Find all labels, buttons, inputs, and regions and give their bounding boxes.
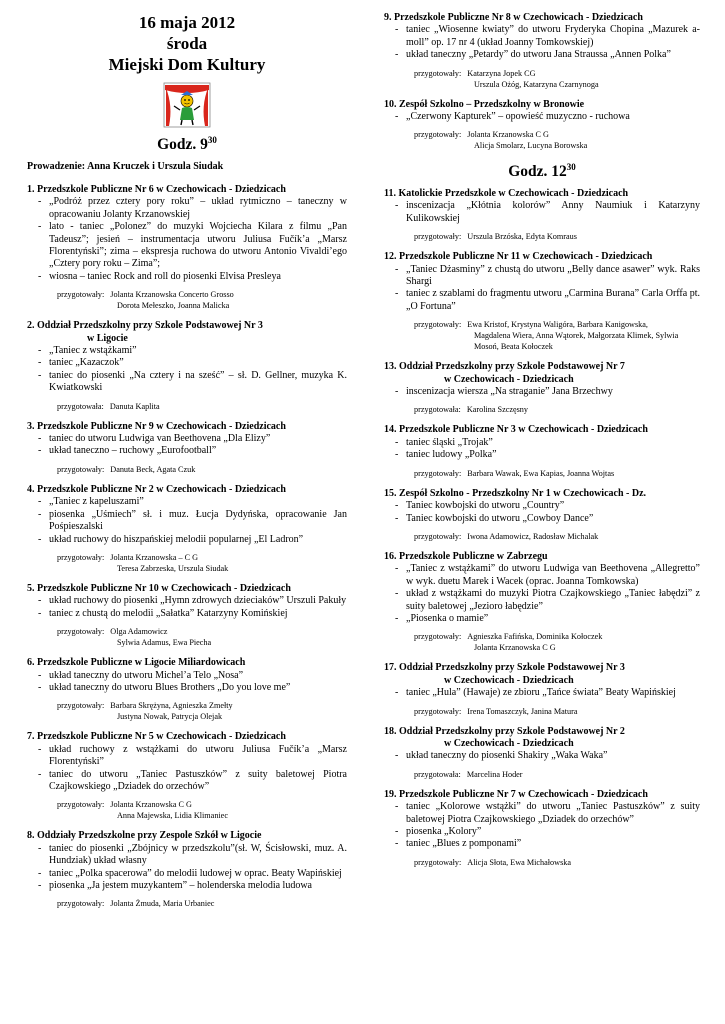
entry-title: [384, 726, 700, 751]
entry-item-list: [384, 687, 700, 699]
entry-item-list: [384, 801, 700, 851]
prepared-by-label: przygotowały:: [414, 857, 462, 867]
prepared-by-names: Alicja Słota, Ewa Michałowska: [467, 857, 571, 867]
prepared-by-names: Jolanta Krzanowska Concerto Grosso: [110, 290, 234, 300]
entry-item: - taniec do utworu „Taniec Pastuszków” z suity baletowej Piotra Czajkowskiego „Dziadek do orzechów”: [27, 769, 347, 794]
entry-title-text: 3. Przedszkole Publiczne Nr 9 w Czechowicach - Dziedzicach: [27, 420, 286, 432]
programme-entry: [384, 99, 700, 152]
prepared-by: [27, 626, 347, 648]
programme-entry: [384, 251, 700, 352]
entry-item: - inscenizacja „Kłótnia kolorów” Anny Naumiuk i Katarzyny Kulikowskiej: [384, 200, 700, 225]
entry-item: - piosenka „Ja jestem muzykantem” – holenderska melodia ludowa: [27, 880, 347, 892]
entry-item: - taniec „Hula” (Hawaje) ze zbioru „Tańce świata” Beaty Wapińskiej: [384, 687, 700, 699]
entry-title-subline: w Czechowicach - Dziedzicach: [444, 674, 574, 686]
event-date: 16 maja 2012: [138, 13, 236, 32]
entry-item: - układ ruchowy do piosenki „Hymn zdrowych dzieciaków” Urszuli Pakuły: [27, 595, 347, 607]
prepared-by: [384, 129, 700, 151]
entry-title: [384, 251, 700, 263]
right-entry-list-morning: [384, 12, 700, 151]
prepared-by: [384, 631, 700, 653]
prepared-by: [384, 68, 700, 90]
prepared-by-names: Katarzyna Jopek CG: [467, 68, 536, 78]
entry-title-text: 8. Oddziały Przedszkolne przy Zespole Szkół w Ligocie: [27, 830, 262, 842]
entry-item-list: [384, 264, 700, 314]
prepared-by-names: Barbara Skrężyna, Agnieszka Zmełty: [110, 701, 233, 711]
prepared-by-names: Barbara Wawak, Ewa Kapias, Joanna Wojtas: [467, 468, 615, 478]
event-weekday: środa: [166, 34, 208, 53]
prepared-by-label: przygotowały:: [57, 800, 105, 810]
programme-entry: [27, 657, 347, 722]
left-column: [27, 12, 347, 918]
prepared-by-label: przygotowały:: [414, 632, 462, 642]
entry-item: - układ taneczny do piosenki Shakiry „Waka Waka”: [384, 750, 700, 762]
entry-item: - „Taniec z wstążkami” do utworu Ludwiga van Beethovena „Allegretto” w wyk. duetu Marek i Wacek (oprac. Joanna Tomkowska): [384, 563, 700, 588]
hosts-line: Prowadzenie: Anna Kruczek i Urszula Siudak: [27, 160, 224, 172]
entry-item: - Taniec kowbojski do utworu „Country”: [384, 500, 700, 512]
prepared-by-label: przygotowały:: [414, 531, 462, 541]
entry-item: - układ taneczny do utworu Blues Brothers „Do you love me”: [27, 682, 347, 694]
entry-item-list: [384, 563, 700, 625]
session-time-morning: Godz. $9^{30}$: [157, 135, 217, 154]
prepared-by: [27, 464, 347, 475]
programme-header: [27, 12, 347, 75]
entry-item-list: [27, 196, 347, 283]
entry-item: - taniec z chustą do melodii „Sałatka” Katarzyny Komińskiej: [27, 608, 347, 620]
entry-title: [27, 731, 347, 743]
prepared-by-label: przygotowały:: [57, 627, 105, 637]
entry-item-list: [384, 200, 700, 225]
entry-title: [384, 662, 700, 687]
entry-title: [27, 583, 347, 595]
right-column: [384, 12, 700, 877]
prepared-by-names: Iwona Adamowicz, Radosław Michalak: [467, 531, 599, 541]
entry-item: - taniec „Wiosenne kwiaty” do utworu Fryderyka Chopina „Mazurek a-moll” op. 17 nr 4 (układ Joanny Tomkowskiej): [384, 24, 700, 49]
entry-title-subline: w Ligocie: [87, 332, 128, 344]
programme-entry: [384, 789, 700, 868]
entry-item: - taniec do piosenki „Zbójnicy w przedszkolu”(sł. W, Ścisłowski, muz. A. Hundziak) układ własny: [27, 843, 347, 868]
entry-item: - „Czerwony Kapturek” – opowieść muzyczno - ruchowa: [384, 111, 700, 123]
entry-title-subline: w Czechowicach - Dziedzicach: [444, 373, 574, 385]
entry-item-list: [384, 386, 700, 398]
entry-item: - taniec do utworu Ludwiga van Beethovena „Dla Elizy”: [27, 433, 347, 445]
programme-entry: [384, 488, 700, 542]
entry-title-subline: w Czechowicach - Dziedzicach: [444, 737, 574, 749]
entry-item-list: [384, 750, 700, 762]
prepared-by-label: przygotowały:: [414, 468, 462, 478]
prepared-by: [384, 468, 700, 479]
entry-item: - „Taniec z wstążkami”: [27, 345, 347, 357]
prepared-by-names: Urszula Brzóska, Edyta Komraus: [467, 232, 577, 242]
entry-item: - układ ruchowy z wstążkami do utworu Juliusa Fučík’a „Marsz Florentyński”: [27, 744, 347, 769]
entry-title-text: 15. Zespół Szkolno - Przedszkolny Nr 1 w Czechowicach - Dz.: [384, 487, 647, 499]
entry-item: - układ taneczny „Petardy” do utworu Jana Straussa „Annen Polka”: [384, 49, 700, 61]
prepared-by-names-continued: Teresa Zabrzeska, Urszula Siudak: [117, 563, 229, 573]
programme-entry: [384, 188, 700, 242]
entry-title-text: 2. Oddział Przedszkolny przy Szkole Podstawowej Nr 3: [27, 320, 263, 332]
entry-title: [384, 551, 700, 563]
prepared-by: [384, 706, 700, 717]
programme-entry: [27, 184, 347, 311]
entry-item: - piosenka „Uśmiech” sł. i muz. Łucja Dydyńska, opracowanie Jan Pośpieszalski: [27, 509, 347, 534]
prepared-by: [27, 289, 347, 311]
prepared-by-names: Danuta Beck, Agata Czuk: [110, 464, 196, 474]
programme-entry: [384, 551, 700, 653]
prepared-by-label: przygotowały:: [414, 68, 462, 78]
entry-title-text: 1. Przedszkole Publiczne Nr 6 w Czechowicach - Dziedzicach: [27, 183, 286, 195]
prepared-by-names-continued: Alicja Smolarz, Lucyna Borowska: [474, 141, 588, 151]
theatre-masks-clown-icon: [163, 82, 211, 128]
event-venue: Miejski Dom Kultury: [108, 55, 266, 74]
entry-item: - „Podróż przez cztery pory roku” – układ rytmiczno – taneczny w opracowaniu Jolanty Krzanowskiej: [27, 196, 347, 221]
prepared-by-label: przygotowały:: [57, 290, 105, 300]
entry-title-text: 16. Przedszkole Publiczne w Zabrzegu: [384, 550, 548, 562]
session-time-noon: Godz. $12^{30}$: [508, 162, 576, 181]
prepared-by: [384, 857, 700, 868]
entry-item: - taniec do piosenki „Na cztery i na sześć” – sł. D. Gellner, muzyka K. Kwiatkowski: [27, 370, 347, 395]
entry-item: - wiosna – taniec Rock and roll do piosenki Elvisa Presleya: [27, 271, 347, 283]
prepared-by-names: Agnieszka Fafińska, Dominika Kołoczek: [467, 632, 603, 642]
entry-item: - piosenka „Kolory”: [384, 826, 700, 838]
entry-item: - lato - taniec „Polonez” do muzyki Wojciecha Kilara z filmu „Pan Tadeusz”; jesień – instrumentacja utworu Juliusa Fučík’a „Marsz Florentyński”; zima – ekspresja ruchowa do utworu Antonio Vivaldi’ego „Cztery pory roku – Zima”;: [27, 221, 347, 271]
prepared-by-names: Danuta Kaplita: [109, 401, 160, 411]
programme-entry: [384, 662, 700, 716]
programme-entry: [384, 12, 700, 90]
prepared-by-names-continued: Sylwia Adamus, Ewa Piecha: [117, 638, 212, 648]
prepared-by-names-continued: Urszula Ożóg, Katarzyna Czarnynoga: [474, 79, 599, 89]
prepared-by-names: Marcelina Hoder: [466, 769, 523, 779]
entry-title-text: 14. Przedszkole Publiczne Nr 3 w Czechowicach - Dziedzicach: [384, 424, 648, 436]
entry-title: [384, 99, 700, 111]
prepared-by-label: przygotowały:: [57, 899, 105, 909]
entry-item-list: [27, 670, 347, 695]
entry-title: [384, 789, 700, 801]
prepared-by-names-continued: Dorota Mełeszko, Joanna Malicka: [117, 301, 230, 311]
entry-title-text: 12. Przedszkole Publiczne Nr 11 w Czechowicach - Dziedzicach: [384, 251, 653, 263]
entry-title-text: 4. Przedszkole Publiczne Nr 2 w Czechowicach - Dziedzicach: [27, 483, 286, 495]
entry-title-text: 10. Zespół Szkolno – Przedszkolny w Bronowie: [384, 98, 585, 110]
prepared-by-names: Jolanta Krzanowska C G: [467, 130, 549, 140]
entry-item: - „Piosenka o mamie”: [384, 613, 700, 625]
left-entry-list: [27, 184, 347, 909]
prepared-by: [384, 531, 700, 542]
entry-title-text: 17. Oddział Przedszkolny przy Szkole Podstawowej Nr 3: [384, 662, 625, 674]
prepared-by-names: Karolina Szczęsny: [466, 405, 528, 415]
right-entry-list-noon: [384, 188, 700, 868]
prepared-by-names: Jolanta Krzanowska C G: [110, 800, 192, 810]
prepared-by-names: Olga Adamowicz: [110, 627, 168, 637]
prepared-by: [27, 552, 347, 574]
prepared-by: [384, 769, 700, 780]
prepared-by: [27, 401, 347, 412]
entry-item: - inscenizacja wiersza „Na straganie” Jana Brzechwy: [384, 386, 700, 398]
entry-title-text: 19. Przedszkole Publiczne Nr 7 w Czechowicach - Dziedzicach: [384, 788, 648, 800]
programme-entry: [384, 361, 700, 415]
entry-item: - taniec „Kolorowe wstążki” do utworu „Taniec Pastuszków” z suity baletowej Piotra Czajkowskiego „Dziadek do orzechów”: [384, 801, 700, 826]
prepared-by: [27, 799, 347, 821]
prepared-by: [384, 319, 700, 352]
programme-entry: [384, 424, 700, 478]
entry-title: [27, 484, 347, 496]
prepared-by-names: Ewa Kristof, Krystyna Waligóra, Barbara Kanigowska,: [467, 320, 648, 330]
entry-title-text: 7. Przedszkole Publiczne Nr 5 w Czechowicach - Dziedzicach: [27, 731, 286, 743]
entry-item-list: [384, 111, 700, 123]
prepared-by: [27, 898, 347, 909]
programme-entry: [27, 731, 347, 821]
prepared-by-label: przygotowała:: [414, 405, 461, 415]
programme-entry: [384, 726, 700, 780]
entry-title: [27, 421, 347, 433]
prepared-by-label: przygotowały:: [57, 552, 105, 562]
entry-item: - taniec z szablami do fragmentu utworu „Carmina Burana” Carla Orffa pt. „O Fortuna”: [384, 288, 700, 313]
entry-title: [384, 424, 700, 436]
entry-title-text: 5. Przedszkole Publiczne Nr 10 w Czechowicach - Dziedzicach: [27, 582, 291, 594]
entry-title: [27, 830, 347, 842]
entry-title-text: 11. Katolickie Przedszkole w Czechowicach - Dziedzicach: [384, 188, 629, 199]
entry-item: - układ taneczno – ruchowy „Eurofootball”: [27, 445, 347, 457]
entry-item: - „Taniec z kapeluszami”: [27, 496, 347, 508]
entry-item-list: [384, 437, 700, 462]
entry-item-list: [27, 744, 347, 794]
prepared-by-names-continued: Justyna Nowak, Patrycja Olejak: [117, 712, 223, 722]
prepared-by-names-continued: Anna Majewska, Lidia Klimaniec: [117, 811, 228, 821]
programme-entry: [27, 830, 347, 909]
entry-title-text: 13. Oddział Przedszkolny przy Szkole Podstawowej Nr 7: [384, 361, 625, 373]
entry-item: - układ taneczny do utworu Michel’a Telo „Nosa”: [27, 670, 347, 682]
entry-item-list: [27, 496, 347, 546]
prepared-by-names-continued: Magdalena Wiera, Anna Wątorek, Małgorzata Klimek, Sylwia Mosoń, Beata Kołoczek: [474, 331, 679, 352]
entry-item: - Taniec kowbojski do utworu „Cowboy Dance”: [384, 513, 700, 525]
prepared-by-label: przygotowały:: [414, 320, 462, 330]
entry-item: - układ z wstążkami do muzyki Piotra Czajkowskiego „Taniec łabędzi” z suity baletowej „Jezioro łabędzie”: [384, 588, 700, 613]
programme-entry: [27, 421, 347, 475]
entry-item: - taniec „Blues z pomponami”: [384, 838, 700, 850]
entry-item: - taniec „Polka spacerowa” do melodii ludowej w oprac. Beaty Wapińskiej: [27, 868, 347, 880]
prepared-by-label: przygotowała:: [57, 401, 104, 411]
entry-item-list: [384, 24, 700, 61]
prepared-by-label: przygotowała:: [414, 769, 461, 779]
entry-title-text: 6. Przedszkole Publiczne w Ligocie Miliardowicach: [27, 657, 246, 669]
prepared-by-label: przygotowały:: [414, 232, 462, 242]
entry-title: [27, 320, 347, 345]
entry-title-text: 9. Przedszkole Publiczne Nr 8 w Czechowicach - Dziedzicach: [384, 12, 643, 23]
entry-item-list: [27, 595, 347, 620]
entry-title: [27, 184, 347, 196]
prepared-by-names-continued: Jolanta Krzanowska C G: [474, 643, 556, 653]
prepared-by-label: przygotowały:: [57, 701, 105, 711]
entry-title: [384, 12, 700, 24]
entry-item: - układ ruchowy do hiszpańskiej melodii popularnej „El Ladron”: [27, 534, 347, 546]
entry-item: - taniec ludowy „Polka”: [384, 449, 700, 461]
prepared-by-label: przygotowały:: [57, 464, 105, 474]
entry-title: [27, 657, 347, 669]
entry-item: - taniec śląski „Trojak”: [384, 437, 700, 449]
prepared-by-names: Jolanta Krzanowska – C G: [110, 552, 199, 562]
entry-item: - „Taniec Dżasminy” z chustą do utworu „Belly dance asawer” wyk. Raks Shargi: [384, 264, 700, 289]
entry-item-list: [27, 843, 347, 893]
entry-title: [384, 488, 700, 500]
entry-title: [384, 188, 700, 200]
entry-item-list: [27, 433, 347, 458]
programme-entry: [27, 320, 347, 411]
programme-entry: [27, 484, 347, 574]
entry-item-list: [384, 500, 700, 525]
entry-item-list: [27, 345, 347, 395]
prepared-by-label: przygotowały:: [414, 706, 462, 716]
entry-title: [384, 361, 700, 386]
prepared-by: [384, 231, 700, 242]
prepared-by: [384, 404, 700, 415]
entry-item: - taniec „Kazaczok”: [27, 357, 347, 369]
prepared-by: [27, 700, 347, 722]
prepared-by-names: Jolanta Żmuda, Maria Urbaniec: [110, 899, 215, 909]
entry-title-text: 18. Oddział Przedszkolny przy Szkole Podstawowej Nr 2: [384, 725, 625, 737]
prepared-by-names: Irena Tomaszczyk, Janina Matura: [467, 706, 578, 716]
programme-entry: [27, 583, 347, 648]
prepared-by-label: przygotowały:: [414, 130, 462, 140]
